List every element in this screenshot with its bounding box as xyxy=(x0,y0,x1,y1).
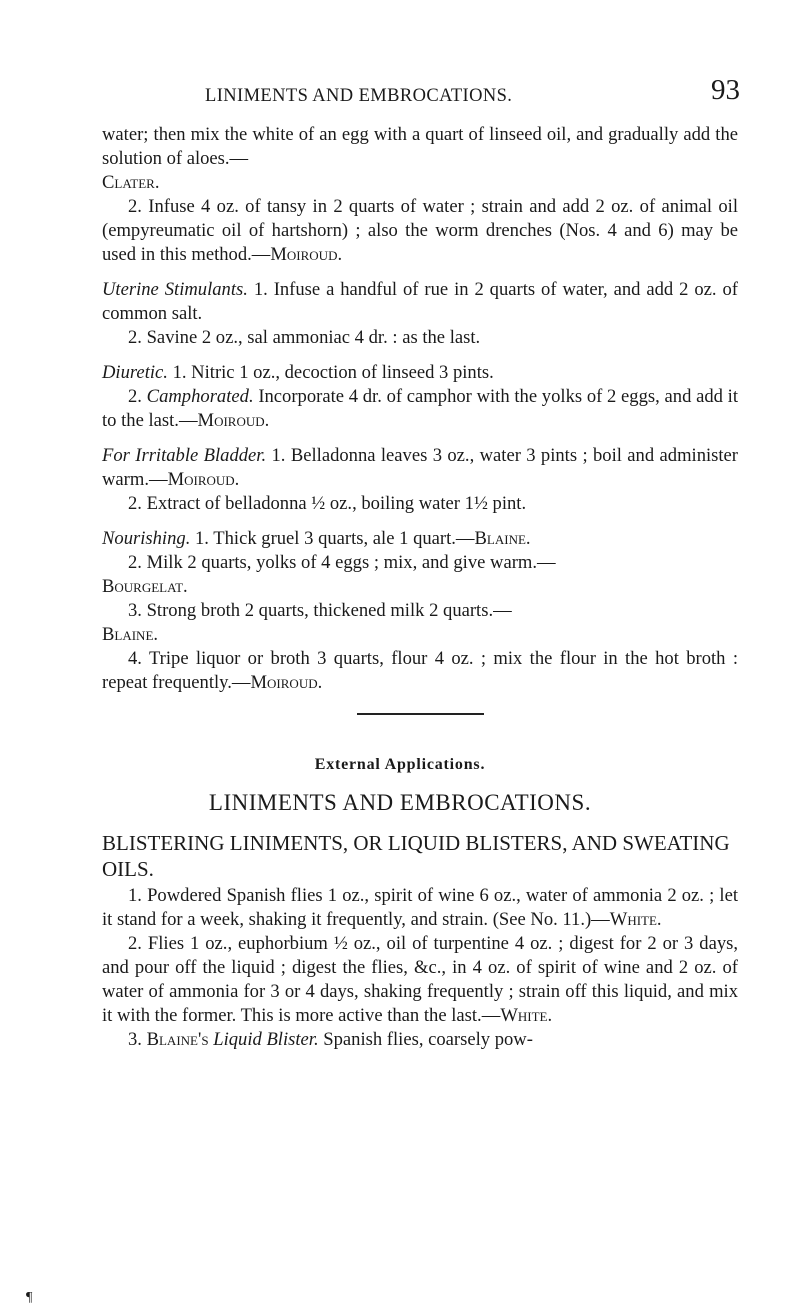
paragraph: 2. Flies 1 oz., euphorbium ½ oz., oil of turpentine 4 oz. ; digest for 2 or 3 days, and pour off the liquid ; digest the flies, &c., in 4 oz. of spirit of wine and 2 oz. of water of ammonia for 3 or 4 days, shaking frequently ; strain off this liquid, and mix it with the former. This is more active than the last.—White. xyxy=(102,933,738,1026)
entry-heading: For Irritable Bladder. xyxy=(102,445,267,466)
margin-mark: ¶ xyxy=(26,1290,33,1305)
entry-heading: Uterine Stimulants. xyxy=(102,279,248,300)
author-name: Blaine's xyxy=(146,1029,209,1050)
author-name: Moiroud. xyxy=(197,410,270,431)
paragraph: 2. Milk 2 quarts, yolks of 4 eggs ; mix, and give warm.— Bourgelat. xyxy=(102,552,556,597)
paragraph: 2. Infuse 4 oz. of tansy in 2 quarts of water ; strain and add 2 oz. of animal oil (empyreumatic oil of hartshorn) ; also the worm drenches (Nos. 4 and 6) may be used in this method.—Moiroud. xyxy=(102,196,738,265)
lower-text-block xyxy=(102,884,738,1052)
paragraph: 4. Tripe liquor or broth 3 quarts, flour 4 oz. ; mix the flour in the hot broth : repeat frequently.—Moiroud. xyxy=(102,648,738,693)
author-name: White. xyxy=(500,1005,553,1026)
entry-heading: Diuretic. xyxy=(102,362,168,383)
paragraph: water; then mix the white of an egg with a quart of linseed oil, and gradually add the solution of aloes.— Clater. xyxy=(102,124,738,193)
running-head xyxy=(100,74,740,110)
author-name: Clater. xyxy=(102,172,160,193)
author-name: Moiroud. xyxy=(250,672,323,693)
author-name: White. xyxy=(609,909,662,930)
external-applications-heading: External Applications. xyxy=(314,756,486,773)
uterine-entry: Uterine Stimulants. 1. Infuse a handful of rue in 2 quarts of water, and add 2 oz. of common salt. xyxy=(102,279,738,324)
nourishing-entry: Nourishing. 1. Thick gruel 3 quarts, ale 1 quart.—Blaine. xyxy=(102,528,531,549)
author-name: Bourgelat. xyxy=(102,576,188,597)
paragraph: 2. Extract of belladonna ½ oz., boiling water 1½ pint. xyxy=(128,493,527,514)
diuretic-entry: Diuretic. 1. Nitric 1 oz., decoction of linseed 3 pints. xyxy=(102,362,494,383)
author-name: Moiroud. xyxy=(167,469,240,490)
section-divider xyxy=(357,713,484,715)
paragraph: 2. Savine 2 oz., sal ammoniac 4 dr. : as the last. xyxy=(128,327,481,348)
running-title: LINIMENTS AND EMBROCATIONS. xyxy=(205,86,513,106)
page-number: 93 xyxy=(711,74,740,106)
entry-heading: Nourishing. xyxy=(102,528,191,549)
upper-text-block xyxy=(102,123,738,695)
sub-heading: BLISTERING LINIMENTS, OR LIQUID BLISTERS, AND SWEATING OILS. xyxy=(102,831,730,881)
paragraph: 2. Camphorated. Incorporate 4 dr. of camphor with the yolks of 2 eggs, and add it to the last.—Moiroud. xyxy=(102,386,738,431)
author-name: Moiroud. xyxy=(270,244,343,265)
paragraph: 3. Blaine's Liquid Blister. Spanish flies, coarsely pow- xyxy=(128,1029,533,1050)
author-name: Blaine. xyxy=(102,624,159,645)
author-name: Blaine. xyxy=(474,528,531,549)
paragraph: 1. Powdered Spanish flies 1 oz., spirit of wine 6 oz., water of ammonia 2 oz. ; let it stand for a week, shaking it frequently, and strain. (See No. 11.)—White. xyxy=(102,885,738,930)
bladder-entry: For Irritable Bladder. 1. Belladonna leaves 3 oz., water 3 pints ; boil and administer warm.—Moiroud. xyxy=(102,445,739,490)
section-title: LINIMENTS AND EMBROCATIONS. xyxy=(208,790,592,815)
paragraph: 3. Strong broth 2 quarts, thickened milk 2 quarts.— Blaine. xyxy=(102,600,512,645)
